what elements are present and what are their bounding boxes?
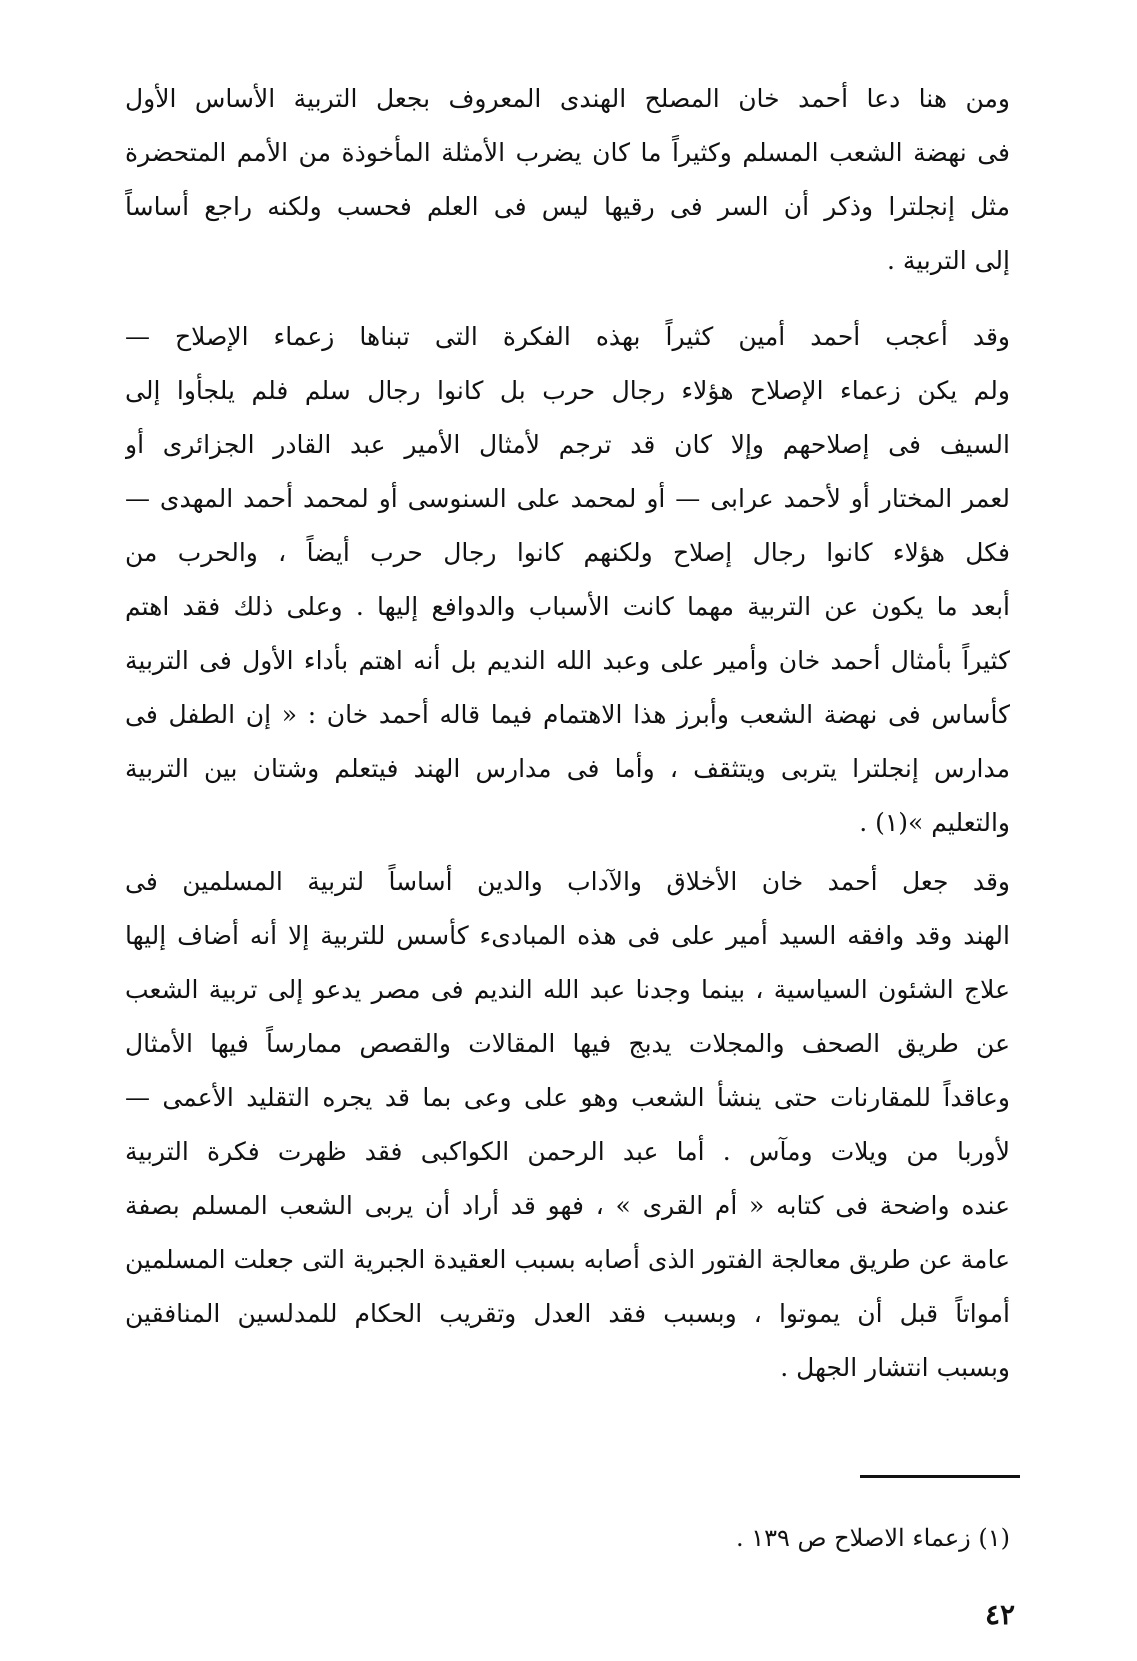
text-line: عن طريق الصحف والمجلات يدبج فيها المقالات والقصص ممارساً فيها الأمثال: [125, 1029, 1010, 1058]
text-line: أبعد ما يكون عن التربية مهما كانت الأسباب والدوافع إليها . وعلى ذلك فقد اهتم: [125, 592, 1010, 621]
text-line: مدارس إنجلترا يتربى ويتثقف ، وأما فى مدارس الهند فيتعلم وشتان بين التربية: [125, 754, 1010, 783]
text-line: ولم يكن زعماء الإصلاح هؤلاء رجال حرب بل كانوا رجال سلم فلم يلجأوا إلى: [125, 376, 1010, 405]
text-line: لعمر المختار أو لأحمد عرابى — أو لمحمد على السنوسى أو لمحمد أحمد المهدى —: [125, 484, 1010, 513]
footnote-divider: [860, 1475, 1020, 1478]
paragraph-1: [125, 72, 1010, 288]
text-line: وعاقداً للمقارنات حتى ينشأ الشعب وهو على وعى بما قد يجره التقليد الأعمى —: [125, 1083, 1010, 1112]
text-line: وبسبب انتشار الجهل .: [780, 1353, 1010, 1382]
text-line: مثل إنجلترا وذكر أن السر فى رقيها ليس فى العلم فحسب ولكنه راجع أساساً: [125, 192, 1010, 221]
text-line: ومن هنا دعا أحمد خان المصلح الهندى المعروف بجعل التربية الأساس الأول: [125, 84, 1010, 113]
text-line: علاج الشئون السياسية ، بينما وجدنا عبد الله النديم فى مصر يدعو إلى تربية الشعب: [125, 975, 1010, 1004]
text-line: الهند وقد وافقه السيد أمير على فى هذه المبادىء كأسس للتربية إلا أنه أضاف إليها: [125, 921, 1010, 950]
footnote: (١) زعماء الاصلاح ص ١٣٩ .: [735, 1524, 1010, 1552]
text-line: عامة عن طريق معالجة الفتور الذى أصابه بسبب العقيدة الجبرية التى جعلت المسلمين: [125, 1245, 1010, 1274]
text-line: وقد أعجب أحمد أمين كثيراً بهذه الفكرة التى تبناها زعماء الإصلاح —: [125, 322, 1010, 351]
text-line: لأوربا من ويلات ومآس . أما عبد الرحمن الكواكبى فقد ظهرت فكرة التربية: [125, 1137, 1010, 1166]
text-line: أمواتاً قبل أن يموتوا ، وبسبب فقد العدل وتقريب الحكام للمدلسين المنافقين: [125, 1299, 1010, 1328]
text-line: وقد جعل أحمد خان الأخلاق والآداب والدين أساساً لتربية المسلمين فى: [125, 867, 1010, 896]
text-line: كأساس فى نهضة الشعب وأبرز هذا الاهتمام فيما قاله أحمد خان : « إن الطفل فى: [125, 700, 1010, 729]
paragraph-2: [125, 310, 1010, 850]
paragraph-3: [125, 855, 1010, 1395]
text-line: فكل هؤلاء كانوا رجال إصلاح ولكنهم كانوا رجال حرب أيضاً ، والحرب من: [125, 538, 1010, 567]
text-line: والتعليم »(١) .: [859, 808, 1010, 837]
text-line: عنده واضحة فى كتابه « أم القرى » ، فهو قد أراد أن يربى الشعب المسلم بصفة: [125, 1191, 1010, 1220]
text-line: إلى التربية .: [886, 246, 1010, 275]
page-number: ٤٢: [984, 1598, 1016, 1631]
text-line: فى نهضة الشعب المسلم وكثيراً ما كان يضرب الأمثلة المأخوذة من الأمم المتحضرة: [125, 138, 1010, 167]
text-line: كثيراً بأمثال أحمد خان وأمير على وعبد الله النديم بل أنه اهتم بأداء الأول فى التربية: [125, 646, 1010, 675]
text-line: السيف فى إصلاحهم وإلا كان قد ترجم لأمثال الأمير عبد القادر الجزائرى أو: [125, 430, 1010, 459]
